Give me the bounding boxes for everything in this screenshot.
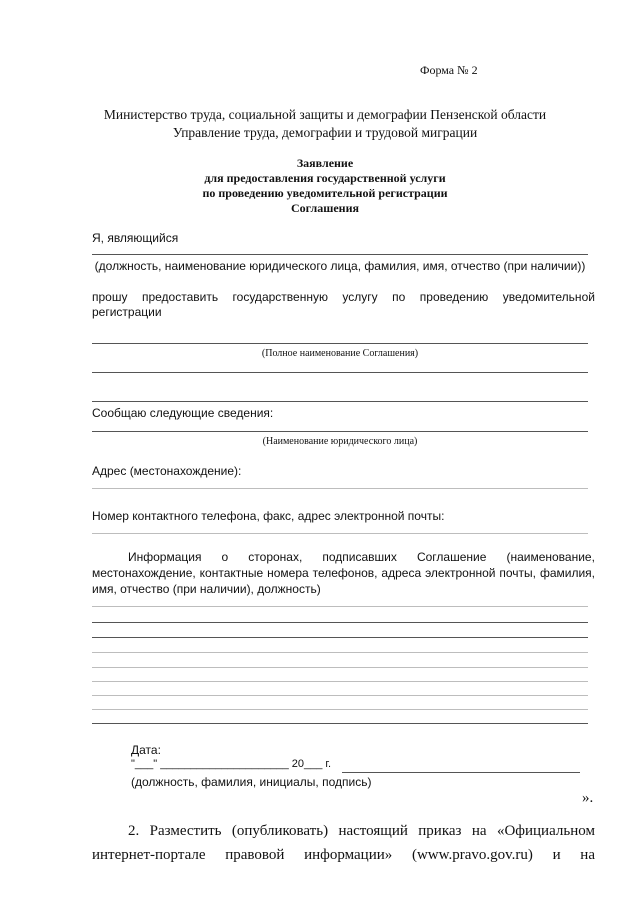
parties-field-line[interactable] (92, 606, 588, 607)
order-word: информации» (304, 847, 393, 863)
parties-field-line[interactable] (92, 695, 588, 696)
request-word: предоставить (141, 290, 219, 304)
request-word: прошу (92, 290, 128, 304)
signature-hint: (должность, фамилия, инициалы, подпись) (131, 775, 372, 789)
parties-field-line[interactable] (92, 681, 588, 682)
closing-quote-mark: ». (582, 790, 594, 806)
document-subtitle-3: Соглашения (290, 201, 359, 215)
report-label: Сообщаю следующие сведения: (92, 406, 274, 420)
request-word: уведомительной (502, 290, 595, 304)
parties-word: о (221, 550, 229, 564)
contacts-field-line[interactable] (92, 533, 588, 534)
document-subtitle-2: по проведению уведомительной регистрации (202, 186, 448, 200)
parties-word: сторонах, (248, 550, 303, 564)
applicant-label: Я, являющийся (92, 231, 179, 245)
form-number: Форма № 2 (420, 63, 478, 77)
order-word: правовой (225, 847, 285, 863)
agreement-field-line[interactable] (92, 343, 588, 344)
document-title: Заявление (296, 156, 354, 170)
parties-field-line[interactable] (92, 709, 588, 710)
order-link[interactable]: (www.pravo.gov.ru) (411, 847, 533, 863)
legal-entity-field-line[interactable] (92, 431, 588, 432)
request-word: проведению (419, 290, 489, 304)
order-word: интернет-портале (92, 847, 206, 863)
parties-field-line[interactable] (92, 723, 588, 724)
parties-field-line[interactable] (92, 637, 588, 638)
request-word: государственную (232, 290, 328, 304)
parties-line-1 (128, 550, 595, 564)
order-word: настоящий (338, 823, 408, 839)
parties-word: (наименование, (506, 550, 595, 564)
contacts-label: Номер контактного телефона, факс, адрес электронной почты: (92, 509, 445, 523)
parties-field-line[interactable] (92, 622, 588, 623)
date-field[interactable]: "___" _____________________ 20___ г. (131, 758, 332, 770)
address-label: Адрес (местонахождение): (92, 464, 242, 478)
order-line-2 (92, 847, 595, 864)
address-field-line[interactable] (92, 488, 588, 489)
applicant-hint: (должность, наименование юридического лица, фамилия, имя, отчество (при наличии)) (94, 259, 586, 273)
legal-entity-hint: (Наименование юридического лица) (262, 436, 418, 447)
order-word: приказ (418, 823, 462, 839)
parties-word: Соглашение (416, 550, 487, 564)
request-word: по (392, 290, 406, 304)
document-subtitle-1: для предоставления государственной услуги (204, 171, 446, 185)
order-word: «Официальном (496, 823, 595, 839)
parties-word: Информация (128, 550, 202, 564)
order-word: на (471, 823, 487, 839)
request-line-1 (92, 290, 595, 304)
parties-line-2: местонахождение, контактные номера телефонов, адреса электронной почты, фамилия, (92, 566, 595, 580)
signature-field-line[interactable] (342, 772, 580, 773)
parties-field-line[interactable] (92, 667, 588, 668)
order-word: и (552, 847, 561, 863)
date-label: Дата: (131, 743, 161, 757)
parties-line-3: имя, отчество (при наличии), должность) (92, 582, 321, 596)
request-line-2: регистрации (92, 305, 162, 319)
department-name: Управление труда, демографии и трудовой миграции (172, 125, 478, 140)
parties-field-line[interactable] (92, 652, 588, 653)
parties-word: подписавших (322, 550, 397, 564)
agreement-hint: (Полное наименование Соглашения) (261, 348, 419, 359)
agreement-field-line-2[interactable] (92, 372, 588, 373)
order-word: (опубликовать) (231, 823, 329, 839)
applicant-field-line[interactable] (92, 254, 588, 255)
ministry-name: Министерство труда, социальной защиты и демографии Пензенской области (103, 107, 547, 122)
request-word: услугу (342, 290, 378, 304)
order-word: на (580, 847, 595, 863)
agreement-field-line-3[interactable] (92, 401, 588, 402)
order-word: 2. (128, 823, 140, 839)
order-line-1 (128, 823, 595, 840)
order-word: Разместить (149, 823, 222, 839)
